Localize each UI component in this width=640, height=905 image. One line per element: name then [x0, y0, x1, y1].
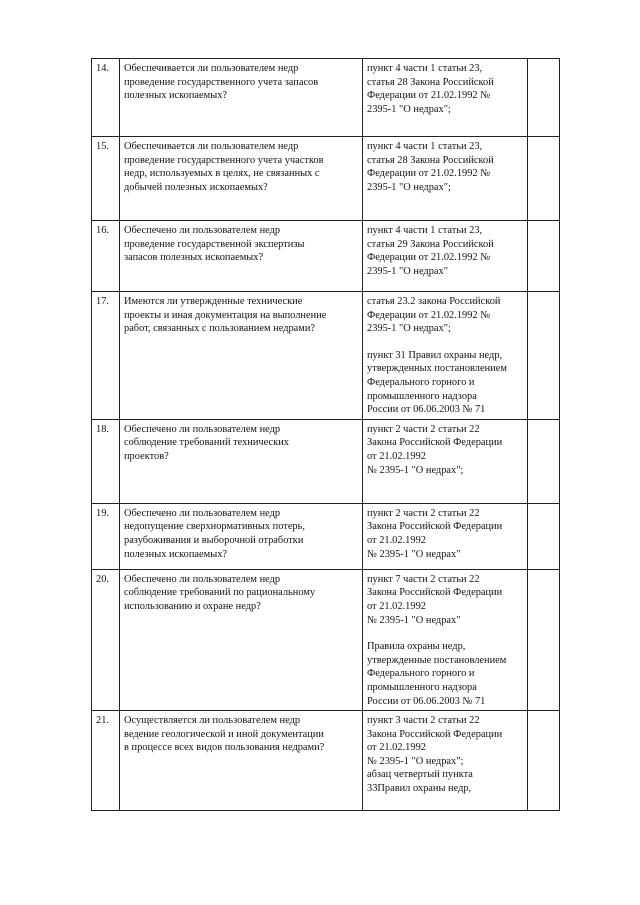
question-line: проведение государственного учета запасов — [124, 76, 319, 88]
paragraph-gap — [367, 336, 523, 349]
question-line: Осуществляется ли пользователем недр — [124, 715, 301, 727]
reference-line: Федерального горного и — [367, 376, 475, 388]
row-number: 19. — [92, 503, 120, 569]
question-line: использованию и охране недр? — [124, 600, 261, 612]
reference-line: пункт 4 части 1 статьи 23, — [367, 225, 483, 236]
reference-line: 2395-1 "О недрах"; — [367, 103, 451, 115]
reference-paragraph — [367, 295, 523, 336]
reference-paragraph — [367, 573, 523, 627]
reference-line: пункт 2 части 2 статьи 22 — [367, 423, 480, 435]
question-line: соблюдение требований технических — [124, 437, 289, 449]
question-line: Обеспечено ли пользователем недр — [124, 225, 281, 236]
reference-line: 2395-1 "О недрах"; — [367, 323, 451, 335]
table-row — [92, 221, 560, 292]
legal-reference — [363, 711, 528, 811]
reference-line: утвержденные постановлением — [367, 654, 507, 666]
paragraph-gap — [367, 627, 523, 640]
question-line: недр, используемых в целях, не связанных с — [124, 168, 320, 180]
reference-line: № 2395-1 "О недрах" — [367, 548, 461, 560]
reference-line: Федерации от 21.02.1992 № — [367, 90, 491, 102]
reference-line: пункт 4 части 1 статьи 23, — [367, 63, 483, 74]
reference-line: от 21.02.1992 — [367, 450, 426, 462]
reference-line: № 2395-1 "О недрах" — [367, 614, 461, 626]
answer-cell — [528, 59, 560, 137]
table-row — [92, 569, 560, 710]
table-row — [92, 503, 560, 569]
question-line: запасов полезных ископаемых? — [124, 252, 264, 264]
requirement-question — [120, 59, 363, 137]
reference-line: утвержденных постановлением — [367, 363, 507, 375]
legal-reference — [363, 292, 528, 420]
reference-line: статья 28 Закона Российской — [367, 76, 494, 88]
reference-line: промышленного надзора — [367, 390, 477, 402]
question-line: Имеются ли утвержденные технические — [124, 296, 303, 307]
reference-paragraph — [367, 140, 523, 194]
question-line: Обеспечено ли пользователем недр — [124, 507, 281, 519]
legal-reference — [363, 221, 528, 292]
reference-line: от 21.02.1992 — [367, 534, 426, 546]
reference-line: Правила охраны недр, — [367, 641, 466, 653]
reference-line: пункт 31 Правил охраны недр, — [367, 349, 503, 361]
question-line: добычей полезных ископаемых? — [124, 181, 268, 193]
answer-cell — [528, 503, 560, 569]
reference-line: России от 06.06.2003 № 71 — [367, 404, 486, 416]
table-row — [92, 59, 560, 137]
reference-line: абзац четвертый пункта — [367, 769, 473, 781]
requirement-question — [120, 569, 363, 710]
question-line: Обеспечено ли пользователем недр — [124, 423, 281, 435]
reference-line: Закона Российской Федерации — [367, 521, 503, 533]
legal-reference — [363, 137, 528, 221]
question-line: полезных ископаемых? — [124, 90, 228, 102]
question-line: проведение государственной экспертизы — [124, 238, 305, 250]
requirement-question — [120, 137, 363, 221]
reference-line: пункт 7 части 2 статьи 22 — [367, 573, 480, 585]
reference-paragraph — [367, 507, 523, 561]
reference-line: 33Правил охраны недр, — [367, 783, 472, 795]
reference-line: России от 06.06.2003 № 71 — [367, 695, 486, 707]
reference-line: промышленного надзора — [367, 681, 477, 693]
legal-reference — [363, 59, 528, 137]
question-line: в процессе всех видов пользования недрами? — [124, 742, 325, 754]
reference-line: № 2395-1 "О недрах"; — [367, 464, 464, 476]
question-line: проведение государственного учета участков — [124, 154, 324, 166]
requirement-question — [120, 419, 363, 503]
question-line: работ, связанных с пользованием недрами? — [124, 323, 316, 335]
reference-line: № 2395-1 "О недрах"; — [367, 755, 464, 767]
row-number: 18. — [92, 419, 120, 503]
answer-cell — [528, 221, 560, 292]
reference-paragraph — [367, 714, 523, 796]
reference-line: статья 28 Закона Российской — [367, 154, 494, 166]
answer-cell — [528, 711, 560, 811]
row-number: 14. — [92, 59, 120, 137]
question-line: Обеспечено ли пользователем недр — [124, 573, 281, 585]
answer-cell — [528, 292, 560, 420]
question-line: проектов? — [124, 450, 169, 462]
answer-cell — [528, 569, 560, 710]
table-row — [92, 711, 560, 811]
answer-cell — [528, 137, 560, 221]
requirement-question — [120, 292, 363, 420]
row-number: 15. — [92, 137, 120, 221]
checklist-table — [91, 58, 560, 811]
requirement-question — [120, 221, 363, 292]
question-line: разубоживания и выборочной отработки — [124, 534, 304, 546]
reference-line: 2395-1 "О недрах" — [367, 265, 448, 277]
checklist-body — [92, 59, 560, 811]
reference-paragraph — [367, 423, 523, 477]
answer-cell — [528, 419, 560, 503]
reference-line: статья 23.2 закона Российской — [367, 296, 501, 307]
question-line: Обеспечивается ли пользователем недр — [124, 141, 299, 152]
reference-paragraph — [367, 640, 523, 708]
row-number: 17. — [92, 292, 120, 420]
table-row — [92, 137, 560, 221]
question-line: ведение геологической и иной документации — [124, 728, 324, 740]
reference-line: пункт 2 части 2 статьи 22 — [367, 507, 480, 519]
table-row — [92, 419, 560, 503]
requirement-question — [120, 711, 363, 811]
reference-line: Федерального горного и — [367, 668, 475, 680]
reference-line: 2395-1 "О недрах"; — [367, 181, 451, 193]
reference-line: от 21.02.1992 — [367, 742, 426, 754]
reference-line: Федерации от 21.02.1992 № — [367, 252, 491, 264]
question-line: недопущение сверхнормативных потерь, — [124, 521, 305, 533]
legal-reference — [363, 503, 528, 569]
reference-line: пункт 4 части 1 статьи 23, — [367, 141, 483, 152]
legal-reference — [363, 419, 528, 503]
reference-line: Закона Российской Федерации — [367, 437, 503, 449]
reference-line: пункт 3 части 2 статьи 22 — [367, 715, 480, 727]
reference-paragraph — [367, 224, 523, 278]
reference-line: от 21.02.1992 — [367, 600, 426, 612]
question-line: Обеспечивается ли пользователем недр — [124, 63, 299, 74]
question-line: соблюдение требований по рациональному — [124, 587, 316, 599]
reference-line: Федерации от 21.02.1992 № — [367, 168, 491, 180]
question-line: полезных ископаемых? — [124, 548, 228, 560]
reference-paragraph — [367, 349, 523, 417]
row-number: 20. — [92, 569, 120, 710]
requirement-question — [120, 503, 363, 569]
table-row — [92, 292, 560, 420]
reference-line: статья 29 Закона Российской — [367, 238, 494, 250]
reference-line: Федерации от 21.02.1992 № — [367, 309, 491, 321]
row-number: 21. — [92, 711, 120, 811]
reference-paragraph — [367, 62, 523, 116]
question-line: проекты и иная документация на выполнение — [124, 309, 327, 321]
legal-reference — [363, 569, 528, 710]
row-number: 16. — [92, 221, 120, 292]
reference-line: Закона Российской Федерации — [367, 728, 503, 740]
reference-line: Закона Российской Федерации — [367, 587, 503, 599]
